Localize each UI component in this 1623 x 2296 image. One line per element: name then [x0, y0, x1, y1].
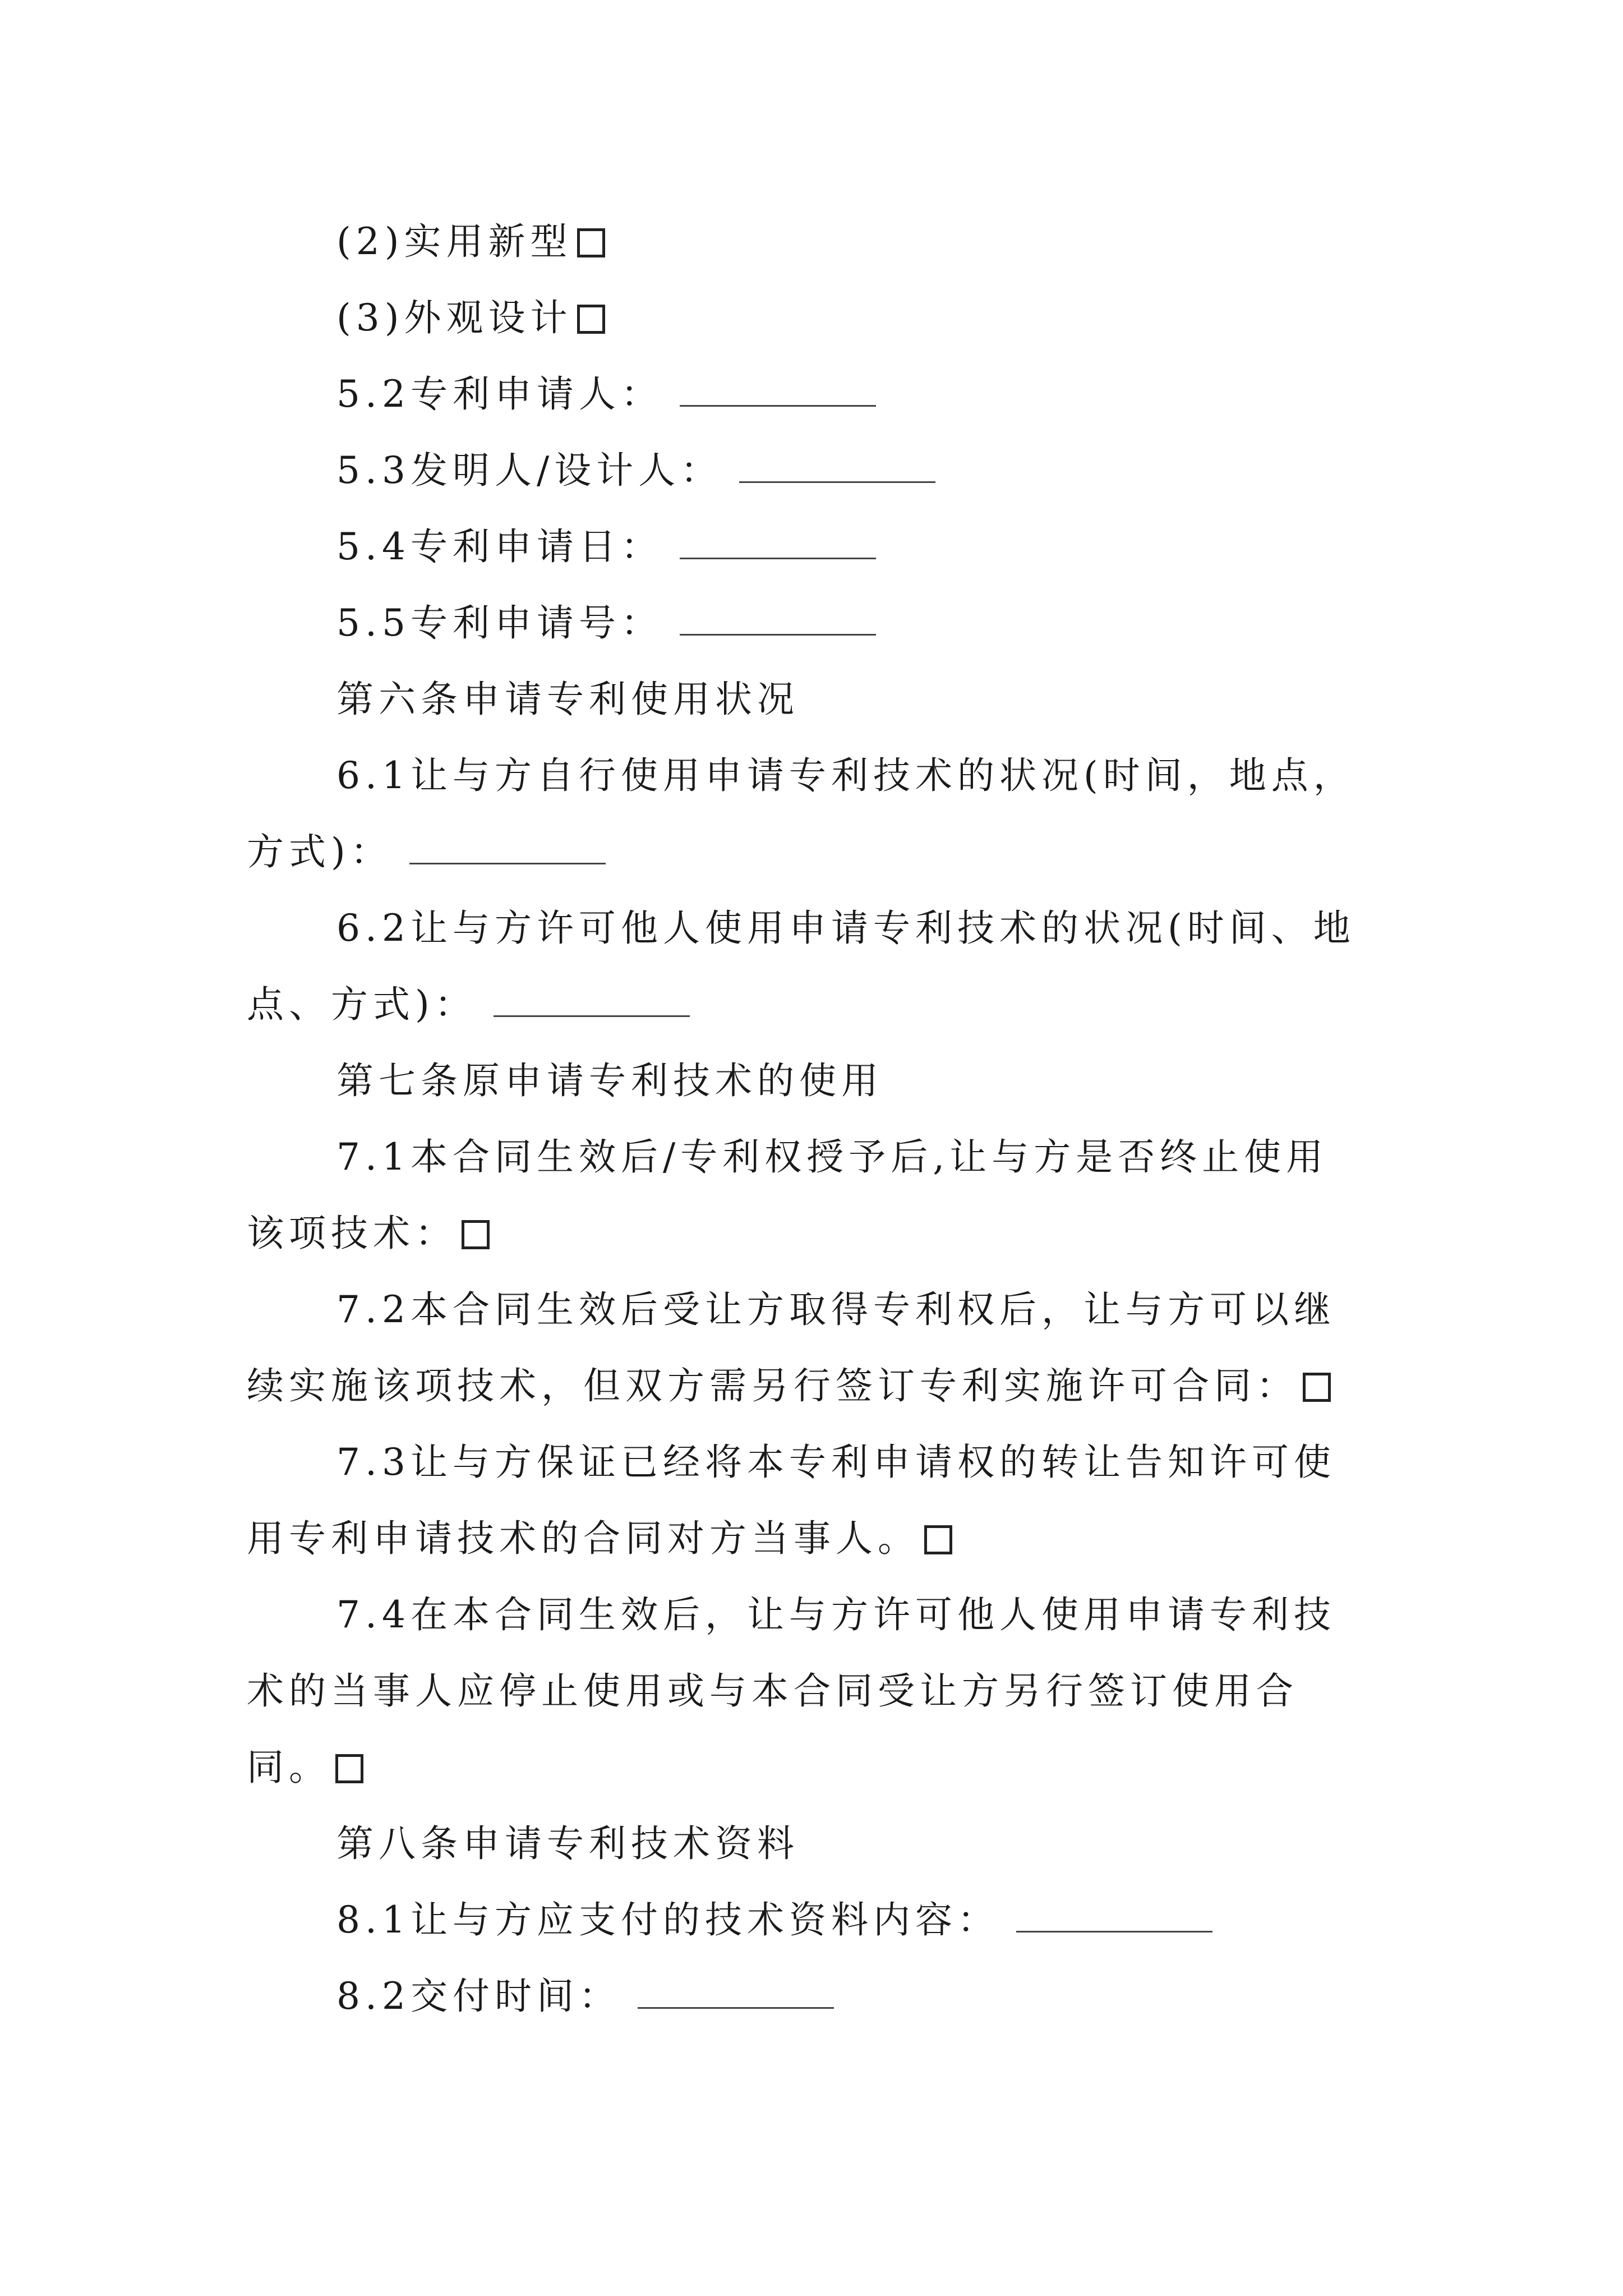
delivery-time-blank[interactable]	[638, 2005, 834, 2009]
clause-6-2-tail: 点、方式)：	[247, 983, 477, 1026]
clause-5-2	[336, 372, 1514, 416]
clause-7-1-text: 7.1本合同生效后/专利权授予后,让与方是否终止使用	[336, 1135, 1329, 1179]
self-use-status-blank[interactable]	[409, 861, 606, 864]
clause-8-1-label: 8.1让与方应支付的技术资料内容：	[336, 1898, 999, 1941]
clause-7-1-continuation	[247, 1212, 1424, 1255]
clause-7-4-tail: 同。	[247, 1746, 331, 1789]
terminate-use-checkbox[interactable]	[462, 1220, 490, 1249]
clause-5-5	[336, 601, 1514, 645]
continue-implementation-checkbox[interactable]	[1303, 1373, 1331, 1402]
clause-8-1	[336, 1898, 1514, 1941]
clause-7-4-text: 7.4在本合同生效后，让与方许可他人使用申请专利技	[336, 1593, 1336, 1636]
design-label: (3)外观设计	[336, 296, 573, 339]
clause-6-2-continuation	[247, 983, 1424, 1026]
technical-materials-blank[interactable]	[1016, 1929, 1212, 1932]
inventor-blank[interactable]	[739, 479, 935, 483]
clause-6-1-text: 6.1让与方自行使用申请专利技术的状况(时间，地点，	[336, 754, 1355, 797]
stop-use-checkbox[interactable]	[335, 1754, 363, 1783]
clause-7-3-text: 7.3让与方保证已经将本专利申请权的转让告知许可使	[336, 1441, 1336, 1484]
clause-7-1-tail: 该项技术：	[247, 1212, 457, 1255]
patent-applicant-blank[interactable]	[680, 403, 876, 407]
article-7-heading: 第七条原申请专利技术的使用	[336, 1059, 883, 1102]
clause-6-1-tail: 方式)：	[247, 830, 393, 873]
utility-model-checkbox[interactable]	[577, 228, 605, 257]
clause-7-2-continuation	[247, 1364, 1424, 1407]
clause-8-2	[336, 1975, 1514, 2018]
clause-5-5-label: 5.5专利申请号：	[336, 601, 663, 645]
application-number-blank[interactable]	[680, 632, 876, 636]
clause-7-4-end	[247, 1746, 1424, 1789]
design-checkbox[interactable]	[577, 305, 605, 334]
clause-5-2-label: 5.2专利申请人：	[336, 372, 663, 416]
utility-model-option	[336, 220, 1514, 263]
clause-5-3-label: 5.3发明人/设计人：	[336, 449, 723, 492]
application-date-blank[interactable]	[680, 555, 876, 559]
clause-5-3	[336, 449, 1514, 492]
notify-counterparty-checkbox[interactable]	[924, 1525, 952, 1554]
article-6-heading: 第六条申请专利使用状况	[336, 678, 799, 721]
clause-8-2-label: 8.2交付时间：	[336, 1975, 621, 2018]
licensed-use-status-blank[interactable]	[494, 1013, 690, 1017]
utility-model-label: (2)实用新型	[336, 220, 573, 263]
clause-7-3-continuation	[247, 1517, 1424, 1560]
article-8-heading: 第八条申请专利技术资料	[336, 1822, 799, 1865]
clause-5-4-label: 5.4专利申请日：	[336, 525, 663, 568]
clause-7-2-tail: 续实施该项技术，但双方需另行签订专利实施许可合同：	[247, 1364, 1298, 1407]
clause-6-1-continuation	[247, 830, 1424, 873]
design-option	[336, 296, 1514, 339]
clause-6-2-text: 6.2让与方许可他人使用申请专利技术的状况(时间、地	[336, 907, 1355, 950]
clause-7-2-text: 7.2本合同生效后受让方取得专利权后，让与方可以继	[336, 1288, 1336, 1331]
clause-5-4	[336, 525, 1514, 568]
clause-7-4-continuation: 术的当事人应停止使用或与本合同受让方另行签订使用合	[247, 1669, 1298, 1713]
clause-7-3-tail: 用专利申请技术的合同对方当事人。	[247, 1517, 920, 1560]
